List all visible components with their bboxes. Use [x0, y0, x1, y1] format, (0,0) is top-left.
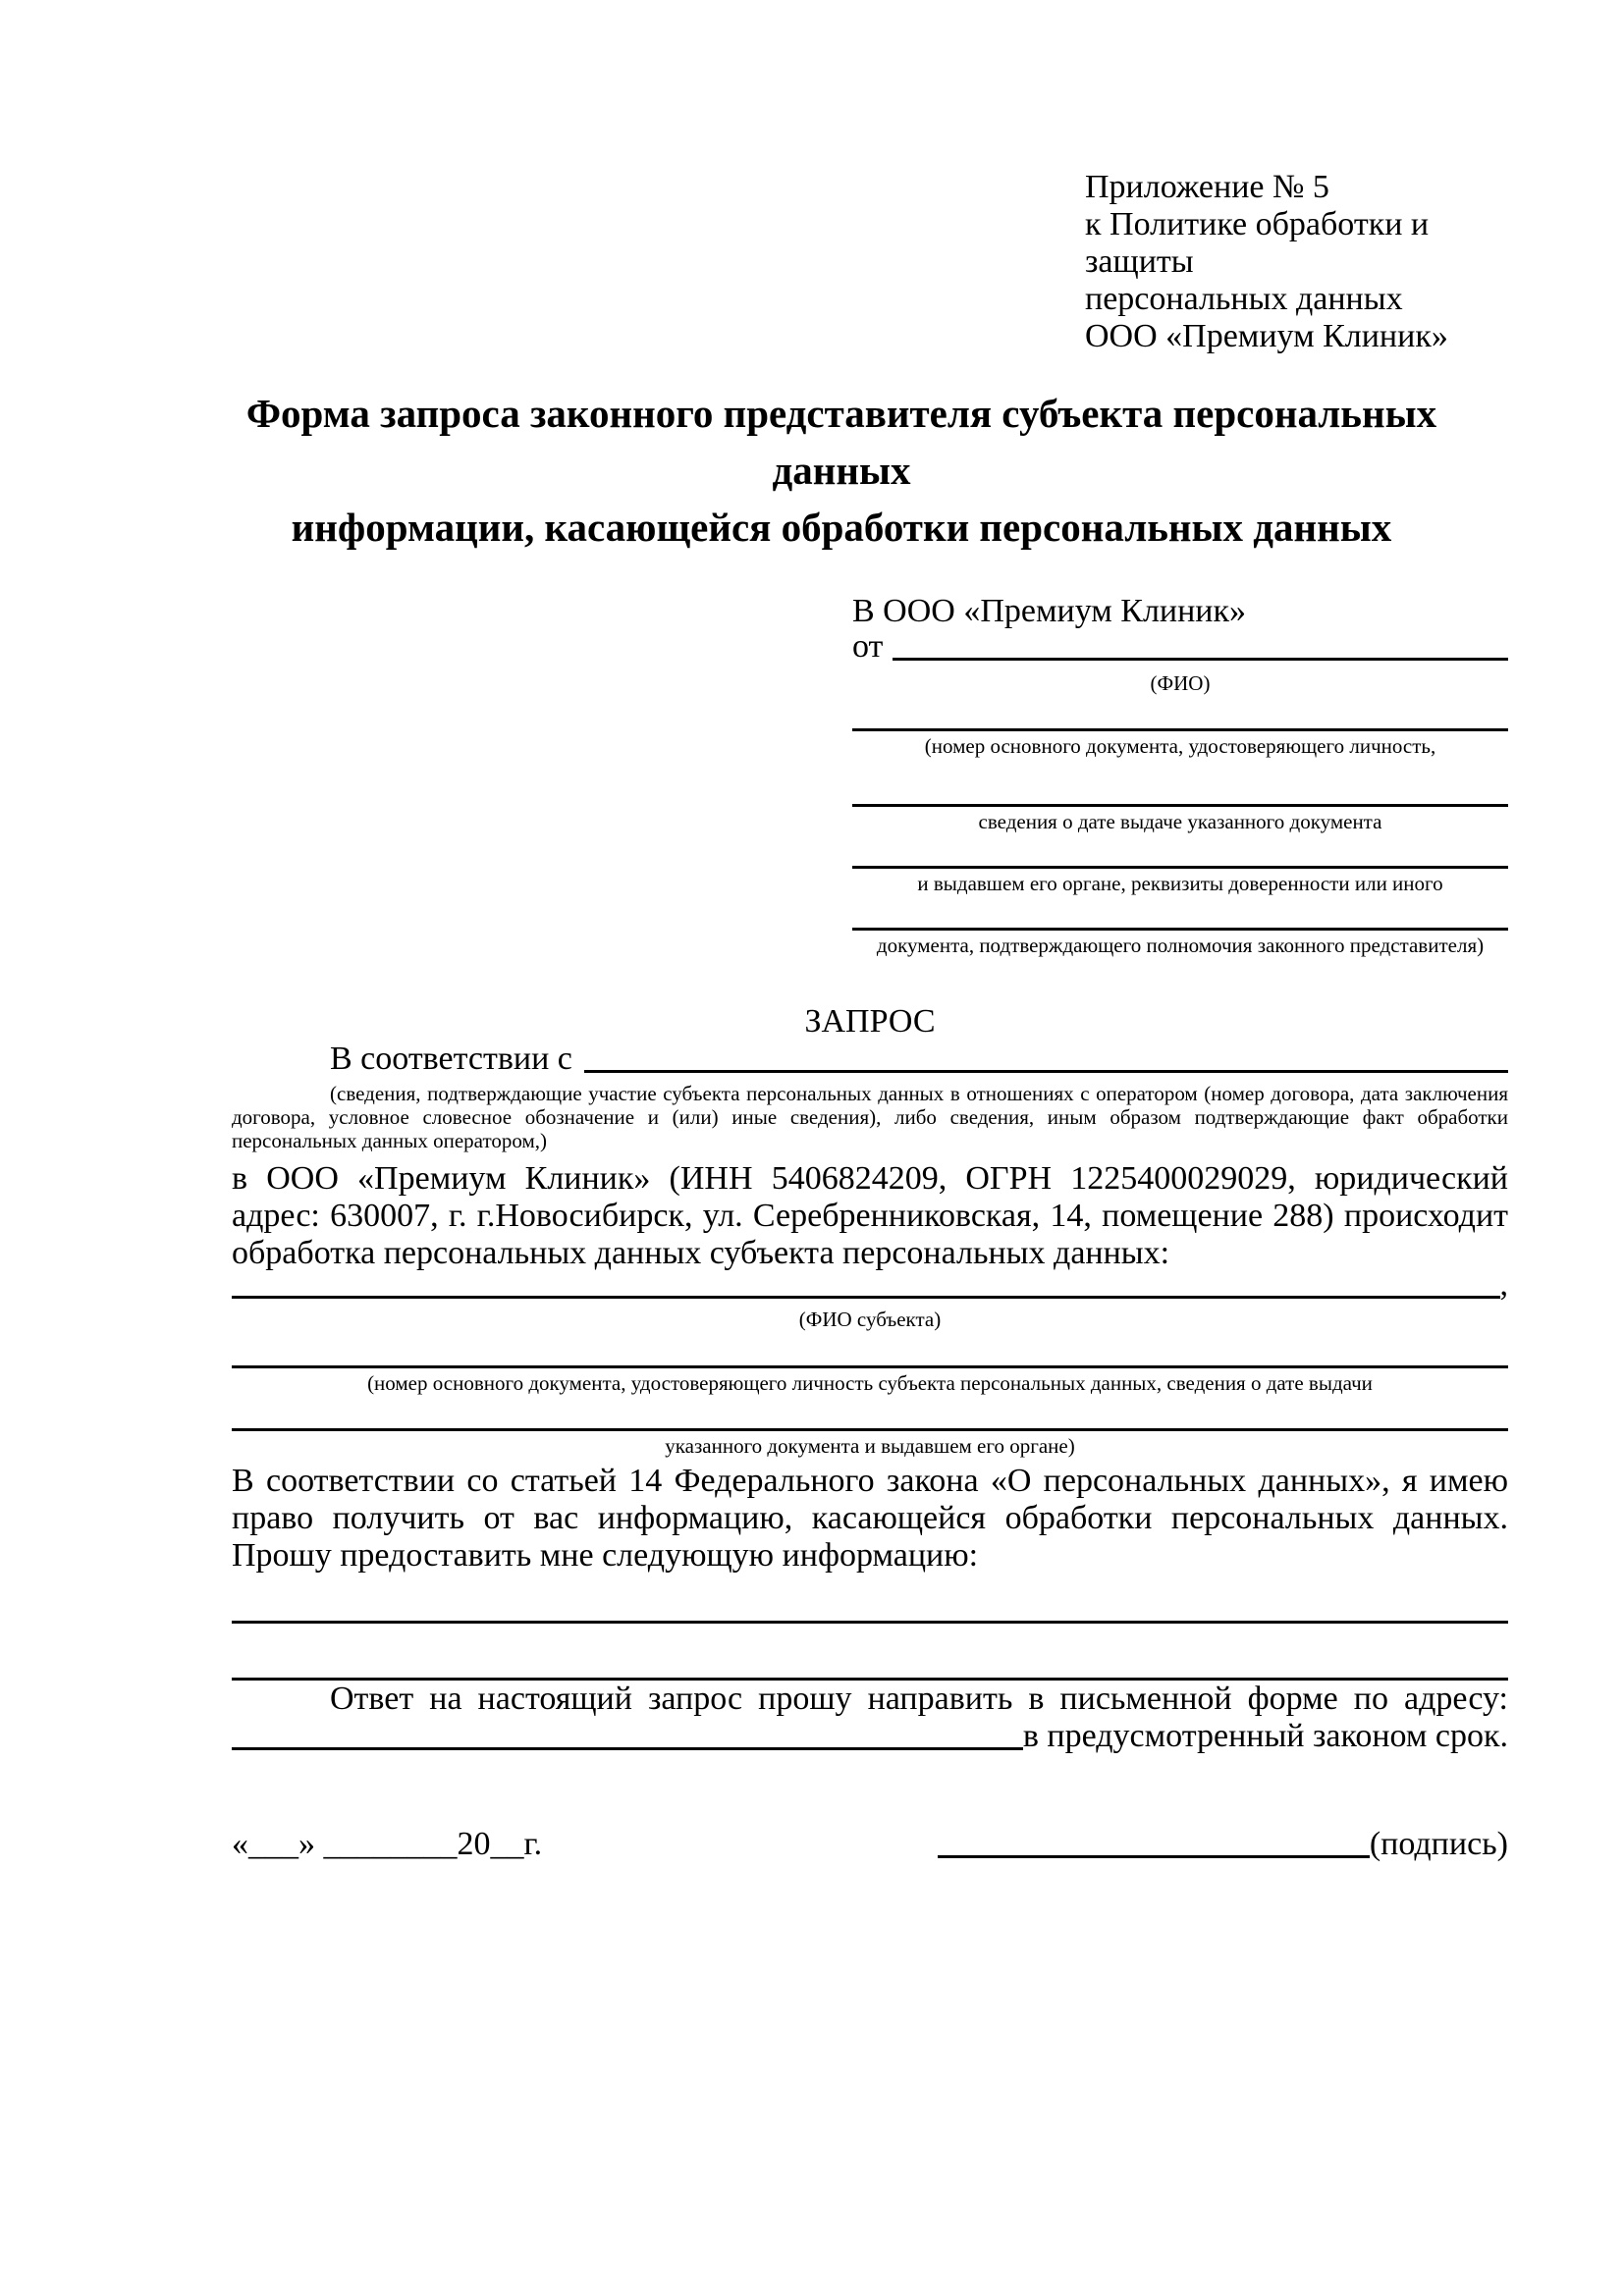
- accordance-blank-line: [584, 1041, 1508, 1073]
- address-blank-line: [232, 1718, 1023, 1750]
- subject-doc-caption: (номер основного документа, удостоверяющего личность субъекта персональных данных, сведения о дате выдачи: [367, 1371, 1373, 1395]
- subject-doc-group: [232, 1428, 1508, 1458]
- signature-blank-line: [938, 1826, 1370, 1858]
- appendix-line: персональных данных: [1085, 281, 1403, 317]
- doc-caption: и выдавшем его органе, реквизиты доверенности или иного: [917, 872, 1443, 895]
- subject-fio-caption: (ФИО субъекта): [798, 1308, 942, 1331]
- doc-caption: документа, подтверждающего полномочия законного представителя): [876, 934, 1485, 957]
- blank-line: [852, 928, 1508, 931]
- blank-line: [232, 1621, 1508, 1624]
- representative-doc-group: [852, 804, 1508, 833]
- fio-caption: (ФИО): [1150, 671, 1211, 695]
- representative-doc-group: [852, 728, 1508, 758]
- from-row: [852, 628, 1508, 666]
- blank-line: [232, 1428, 1508, 1431]
- addressee-organization: В ООО «Премиум Клиник»: [852, 593, 1247, 629]
- doc-caption: сведения о дате выдаче указанного документа: [978, 810, 1382, 833]
- title-line-2: информации, касающейся обработки персональных данных: [291, 505, 1392, 550]
- subject-fio-blank-line: [232, 1266, 1500, 1299]
- request-heading: ЗАПРОС: [804, 1003, 936, 1040]
- appendix-line: к Политике обработки и защиты: [1085, 206, 1430, 280]
- operator-paragraph: в ООО «Премиум Клиник» (ИНН 5406824209, ОГРН 1225400029029, юридический адрес: 630007, г. г.Новосибирск, ул. Серебренниковская, 14, помещение 288) происходит обработка персональных данных субъекта персональных данных:: [232, 1160, 1508, 1271]
- reply-line-1: Ответ на настоящий запрос прошу направить в письменной форме по адресу:: [330, 1681, 1508, 1717]
- law-paragraph: В соответствии со статьей 14 Федерального закона «О персональных данных», я имею право получить от вас информацию, касающейся обработки персональных данных. Прошу предоставить мне следующую информацию:: [232, 1463, 1508, 1574]
- reply-tail: в предусмотренный законом срок.: [1022, 1718, 1508, 1754]
- blank-line: [232, 1365, 1508, 1368]
- accordance-row: [232, 1041, 1508, 1078]
- accordance-caption: (сведения, подтверждающие участие субъекта персональных данных в отношениях с оператором (номер договора, дата заключения договора, условное словесное обозначение и (или) иные сведения), либо сведения, иным образом подтверждающие факт обработки персональных данных оператором,): [232, 1082, 1508, 1152]
- subject-doc-group: [232, 1365, 1508, 1395]
- signature-caption: (подпись): [1369, 1826, 1508, 1862]
- footer-row: [232, 1826, 1508, 1863]
- doc-caption: (номер основного документа, удостоверяющего личность,: [924, 734, 1436, 758]
- blank-line: [852, 804, 1508, 807]
- appendix-line: Приложение № 5: [1085, 169, 1329, 205]
- date-blank: «___» ________20__г.: [232, 1826, 543, 1862]
- subject-doc-caption: указанного документа и выдавшем его органе): [665, 1434, 1075, 1458]
- comma: ,: [1499, 1266, 1508, 1303]
- blank-line: [852, 728, 1508, 731]
- blank-line: [852, 866, 1508, 869]
- document-title: [174, 385, 1509, 556]
- title-line-1: Форма запроса законного представителя субъекта персональных данных: [245, 391, 1437, 493]
- representative-doc-group: [852, 866, 1508, 895]
- from-label: от: [852, 628, 884, 665]
- fio-blank-line: [893, 628, 1508, 661]
- accordance-lead: В соответствии с: [330, 1041, 572, 1077]
- representative-doc-group: [852, 928, 1508, 957]
- subject-fio-row: [232, 1266, 1508, 1304]
- appendix-line: ООО «Премиум Клиник»: [1085, 318, 1448, 354]
- appendix-block: [1085, 169, 1537, 355]
- reply-address-row: [232, 1718, 1508, 1755]
